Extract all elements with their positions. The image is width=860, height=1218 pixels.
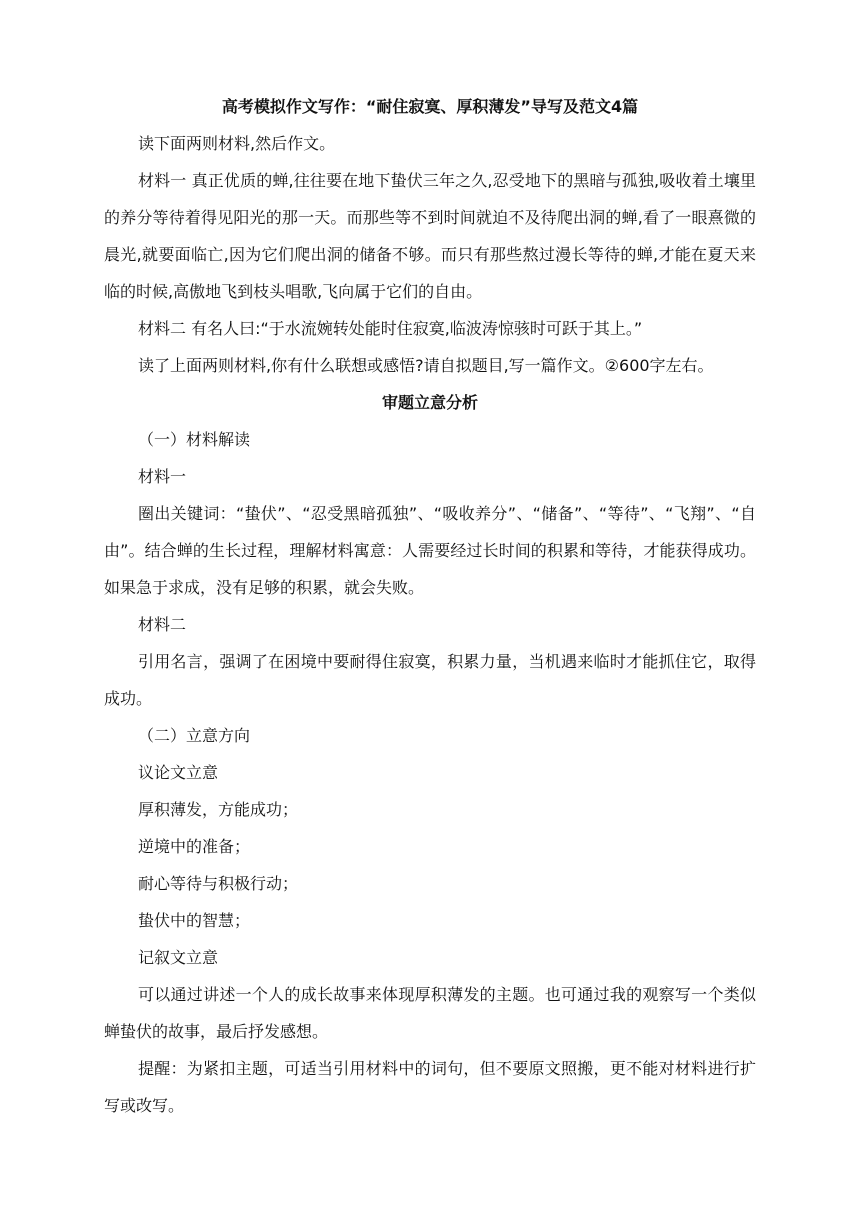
material-one-analysis: 圈出关键词：“蛰伏”、“忍受黑暗孤独”、“吸收养分”、“储备”、“等待”、“飞翔”、“自由”。结合蝉的生长过程，理解材料寓意：人需要经过长时间的积累和等待，才能获得成功。如果急于求成，没有足够的积累，就会失败。 — [104, 504, 756, 597]
argumentative-point: 蛰伏中的智慧； — [138, 911, 251, 930]
analysis-heading: 审题立意分析 — [381, 393, 478, 412]
argumentative-point: 耐心等待与积极行动； — [138, 874, 299, 893]
argumentative-point: 逆境中的准备； — [138, 837, 251, 856]
document-title: 高考模拟作文写作：“耐住寂寞、厚积薄发”导写及范文4篇 — [221, 97, 639, 116]
intro-paragraph: 读下面两则材料,然后作文。 — [138, 134, 336, 153]
material-two-analysis: 引用名言，强调了在困境中要耐得住寂寞，积累力量，当机遇来临时才能抓住它，取得成功。 — [104, 652, 756, 708]
reminder-paragraph: 提醒：为紧扣主题，可适当引用材料中的词句，但不要原文照搬，更不能对材料进行扩写或改写。 — [104, 1059, 756, 1115]
task-paragraph: 读了上面两则材料,你有什么联想或感悟?请自拟题目,写一篇作文。②600字左右。 — [138, 356, 714, 375]
section-one-heading: （一）材料解读 — [138, 430, 251, 449]
document-body — [104, 88, 756, 1124]
narrative-label: 记叙文立意 — [138, 948, 219, 967]
material-one-paragraph: 材料一 真正优质的蝉,往往要在地下蛰伏三年之久,忍受地下的黑暗与孤独,吸收着土壤里的养分等待着得见阳光的那一天。而那些等不到时间就迫不及待爬出洞的蝉,看了一眼熹微的晨光,就要面临亡,因为它们爬出洞的储备不够。而只有那些熬过漫长等待的蝉,才能在夏天来临的时候,高傲地飞到枝头唱歌,飞向属于它们的自由。 — [104, 171, 756, 301]
material-two-label: 材料二 — [138, 615, 187, 634]
argumentative-label: 议论文立意 — [138, 763, 219, 782]
section-two-heading: （二）立意方向 — [138, 726, 251, 745]
material-one-label: 材料一 — [138, 467, 187, 486]
narrative-paragraph: 可以通过讲述一个人的成长故事来体现厚积薄发的主题。也可通过我的观察写一个类似蝉蛰伏的故事，最后抒发感想。 — [104, 985, 756, 1041]
argumentative-point: 厚积薄发，方能成功； — [138, 800, 299, 819]
material-two-paragraph: 材料二 有名人曰:“于水流婉转处能时住寂寞,临波涛惊骇时可跃于其上。” — [138, 319, 643, 338]
